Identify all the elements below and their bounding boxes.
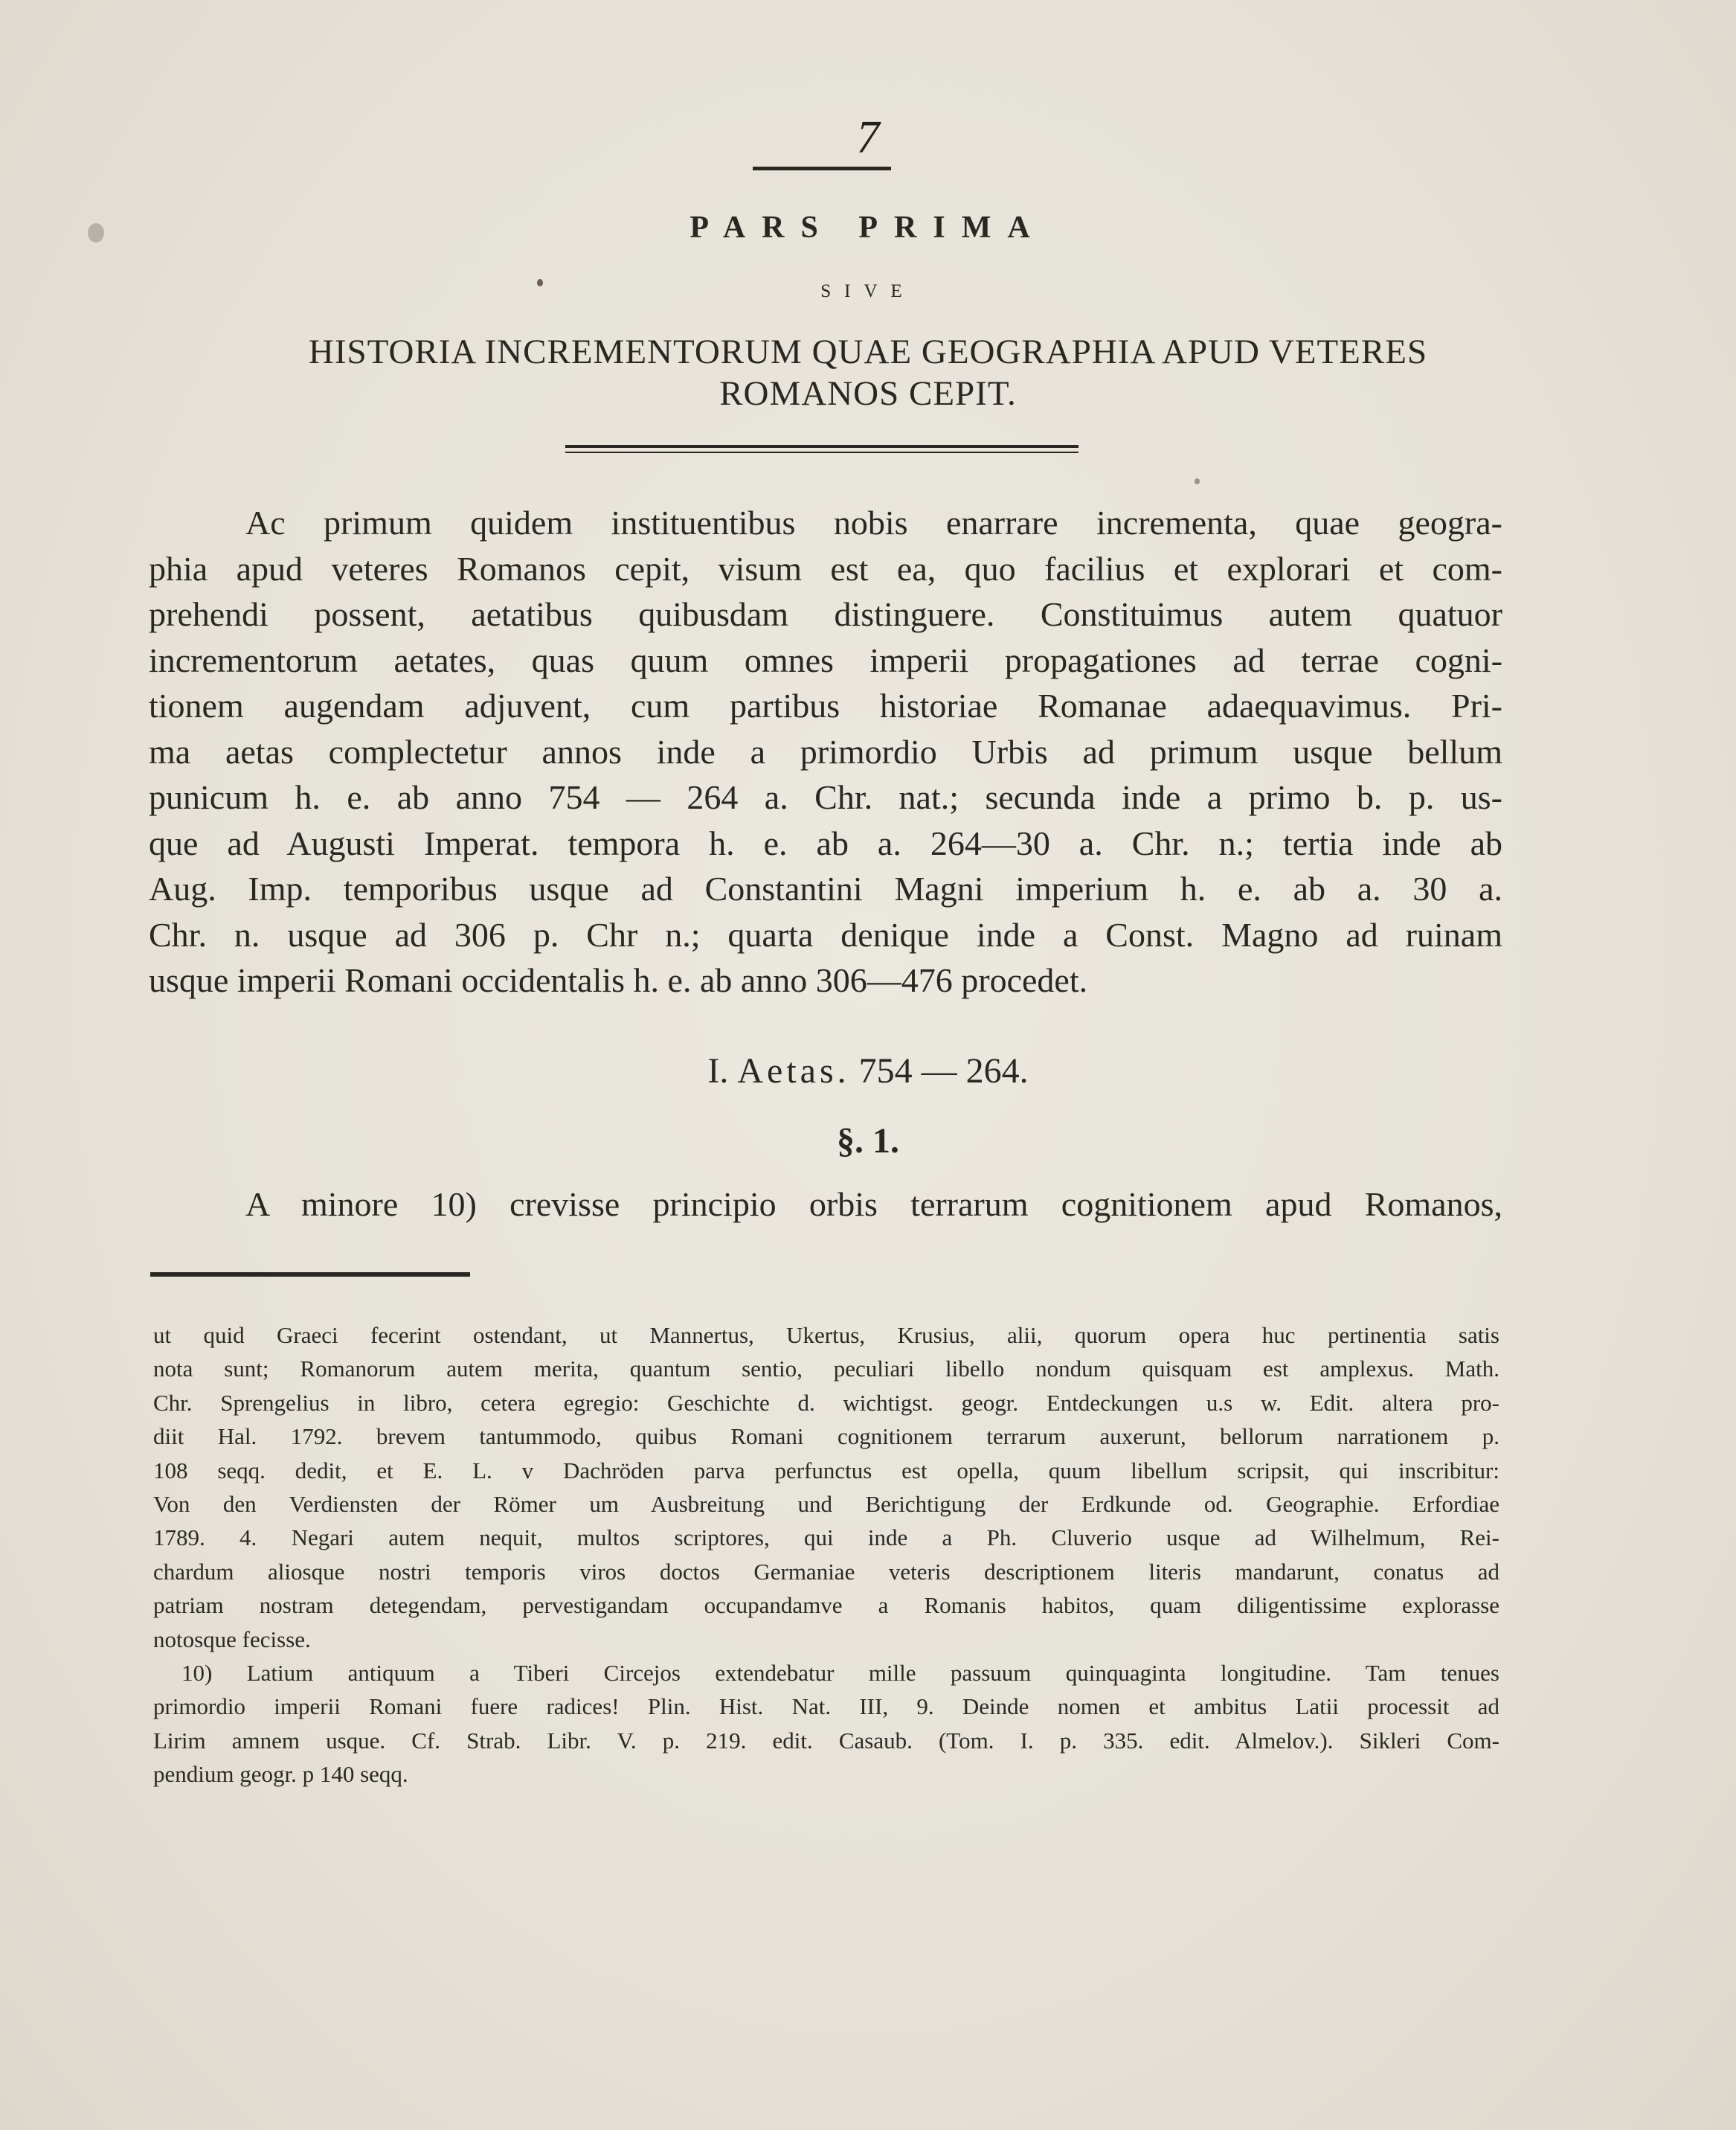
title-rule-bottom [565, 452, 1078, 453]
ink-dot [1195, 478, 1200, 484]
footnote-line: 108 seqq. dedit, et E. L. v Dachröden parva perfunctus est opella, quum libellum scripsit, qui inscribitur: [153, 1457, 1499, 1483]
footnote-line: nota sunt; Romanorum autem merita, quantum sentio, peculiari libello nondum quisquam est amplexus. Math. [153, 1356, 1499, 1382]
body-line: que ad Augusti Imperat. tempora h. e. ab a. 264—30 a. Chr. n.; tertia inde ab [149, 824, 1502, 862]
section-word: Aetas. [737, 1051, 850, 1091]
main-title-line1: HISTORIA INCREMENTORUM QUAE GEOGRAPHIA APUD VETERES [308, 333, 1428, 371]
footnote-line: pendium geogr. p 140 seqq. [153, 1761, 408, 1788]
body-line: ma aetas complectetur annos inde a primordio Urbis ad primum usque bellum [149, 732, 1502, 771]
section-heading [0, 1050, 1736, 1091]
footnote-line: 1789. 4. Negari autem nequit, multos scriptores, qui inde a Ph. Cluverio usque ad Wilhelmum, Rei- [153, 1524, 1499, 1551]
title-rule-top [565, 445, 1078, 448]
body-line: punicum h. e. ab anno 754 — 264 a. Chr. nat.; secunda inde a primo b. p. us- [149, 778, 1502, 816]
section-range: 754 — 264. [858, 1051, 1029, 1091]
footnote-line: primordio imperii Romani fuere radices! Plin. Hist. Nat. III, 9. Deinde nomen et ambitus Latii processit ad [153, 1693, 1499, 1720]
body-line: Aug. Imp. temporibus usque ad Constantini Magni imperium h. e. ab a. 30 a. [149, 870, 1502, 908]
main-title [0, 331, 1736, 414]
section-first-line [149, 1184, 1502, 1224]
intro-paragraph [149, 500, 1502, 1004]
footnote-line: 10) Latium antiquum a Tiberi Circejos extendebatur mille passuum quinquaginta longitudine. Tam tenues [181, 1659, 1499, 1686]
body-line: tionem augendam adjuvent, cum partibus historiae Romanae adaequavimus. Pri- [149, 687, 1502, 725]
paragraph-mark: §. 1. [837, 1121, 899, 1161]
main-title-line2: ROMANOS CEPIT. [719, 374, 1017, 413]
page-number: 7 [856, 112, 880, 163]
part-title: PARS PRIMA [689, 211, 1047, 245]
footnote-line: chardum aliosque nostri temporis viros doctos Germaniae veteris descriptionem literis mandarunt, conatus ad [153, 1558, 1499, 1585]
body-line: phia apud veteres Romanos cepit, visum est ea, quo facilius et explorari et com- [149, 549, 1502, 588]
footnotes [153, 1318, 1499, 1791]
footnote-line: Chr. Sprengelius in libro, cetera egregio: Geschichte d. wichtigst. geogr. Entdeckungen u.s w. Edit. altera pro- [153, 1389, 1499, 1416]
page-number-rule [753, 167, 891, 170]
footnote-line: patriam nostram detegendam, pervestigandam occupandamve a Romanis habitos, quam diligentissime explorasse [153, 1592, 1499, 1619]
section-first-line-text: A minore 10) crevisse principio orbis terrarum cognitionem apud Romanos, [245, 1185, 1502, 1223]
footnote-line: Lirim amnem usque. Cf. Strab. Libr. V. p. 219. edit. Casaub. (Tom. I. p. 335. edit. Almelov.). Sikleri Com- [153, 1727, 1499, 1754]
body-line: prehendi possent, aetatibus quibusdam distinguere. Constituimus autem quatuor [149, 595, 1502, 633]
body-line: usque imperii Romani occidentalis h. e. ab anno 306—476 procedet. [149, 961, 1088, 999]
footnote-rule [150, 1272, 470, 1277]
footnote-line: Von den Verdiensten der Römer um Ausbreitung und Berichtigung der Erdkunde od. Geographie. Erfordiae [153, 1490, 1499, 1517]
footnote-line: diit Hal. 1792. brevem tantummodo, quibus Romani cognitionem terrarum auxerunt, bellorum narrationem p. [153, 1423, 1499, 1450]
section-numeral: I. [707, 1051, 729, 1091]
footnote-line: notosque fecisse. [153, 1626, 311, 1652]
sive-subtitle: SIVE [820, 281, 916, 301]
body-line: incrementorum aetates, quas quum omnes imperii propagationes ad terrae cogni- [149, 641, 1502, 679]
footnote-line: ut quid Graeci fecerint ostendant, ut Mannertus, Ukertus, Krusius, alii, quorum opera huc pertinentia satis [153, 1322, 1499, 1348]
body-line: Chr. n. usque ad 306 p. Chr n.; quarta denique inde a Const. Magno ad ruinam [149, 915, 1502, 954]
body-line: Ac primum quidem instituentibus nobis enarrare incrementa, quae geogra- [245, 504, 1502, 542]
